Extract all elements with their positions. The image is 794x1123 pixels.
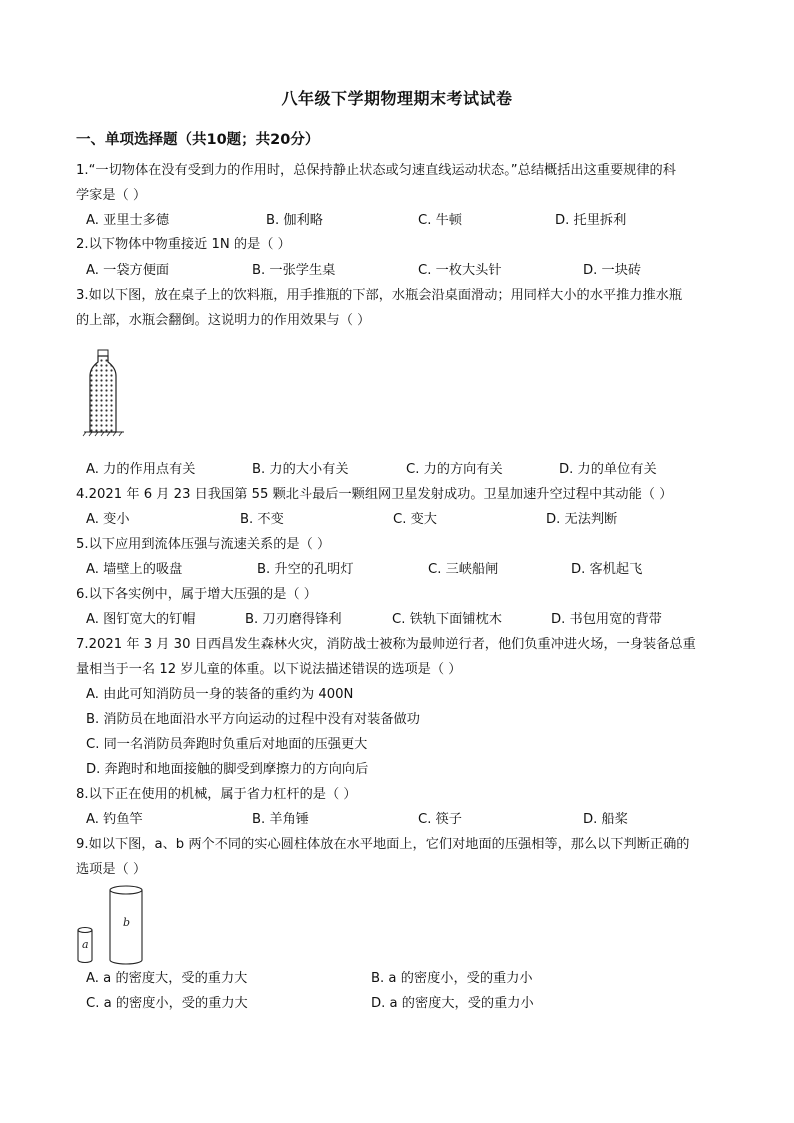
q2-option-c: C. 一枚大头针 bbox=[418, 263, 502, 278]
bottle-figure bbox=[84, 348, 128, 440]
section-heading: 一、单项选择题（共10题；共20分） bbox=[76, 132, 320, 148]
q9-option-c: C. a 的密度小，受的重力大 bbox=[86, 996, 248, 1011]
question-3-line-2: 的上部，水瓶会翻倒。这说明力的作用效果与（ ） bbox=[76, 313, 371, 328]
question-6-line-1: 6.以下各实例中，属于增大压强的是（ ） bbox=[76, 587, 317, 602]
question-5-line-1: 5.以下应用到流体压强与流速关系的是（ ） bbox=[76, 537, 331, 552]
q9-option-b: B. a 的密度小，受的重力小 bbox=[371, 971, 533, 986]
question-3-line-1: 3.如以下图，放在桌子上的饮料瓶，用手推瓶的下部，水瓶会沿桌面滑动；用同样大小的水平推力推水瓶 bbox=[76, 288, 683, 303]
q7-option-c: C. 同一名消防员奔跑时负重后对地面的压强更大 bbox=[86, 737, 368, 752]
q2-option-b: B. 一张学生桌 bbox=[252, 263, 336, 278]
q8-option-b: B. 羊角锤 bbox=[252, 812, 309, 827]
q4-option-a: A. 变小 bbox=[86, 512, 130, 527]
question-1-line-2: 学家是（ ） bbox=[76, 188, 147, 203]
q5-option-d: D. 客机起飞 bbox=[571, 562, 643, 577]
q1-option-c: C. 牛顿 bbox=[418, 213, 462, 228]
q2-option-d: D. 一块砖 bbox=[583, 263, 642, 278]
cylinders-figure bbox=[74, 880, 164, 964]
q7-option-d: D. 奔跑时和地面接触的脚受到摩擦力的方向向后 bbox=[86, 762, 369, 777]
q3-option-d: D. 力的单位有关 bbox=[559, 462, 657, 477]
q1-option-b: B. 伽利略 bbox=[266, 213, 323, 228]
question-8-line-1: 8.以下正在使用的机械，属于省力杠杆的是（ ） bbox=[76, 787, 357, 802]
cylinder-b-label: b bbox=[123, 916, 131, 929]
q4-option-d: D. 无法判断 bbox=[546, 512, 618, 527]
cylinder-a-label: a bbox=[82, 938, 89, 951]
q9-option-a: A. a 的密度大，受的重力大 bbox=[86, 971, 248, 986]
q3-option-a: A. 力的作用点有关 bbox=[86, 462, 196, 477]
q6-option-a: A. 图钉宽大的钉帽 bbox=[86, 612, 196, 627]
question-2-line-1: 2.以下物体中物重接近 1N 的是（ ） bbox=[76, 237, 291, 252]
q5-option-c: C. 三峡船闸 bbox=[428, 562, 499, 577]
page-title: 八年级下学期物理期末考试试卷 bbox=[281, 89, 513, 108]
question-9-line-2: 选项是（ ） bbox=[76, 862, 147, 877]
q3-option-c: C. 力的方向有关 bbox=[406, 462, 503, 477]
q1-option-a: A. 亚里士多德 bbox=[86, 213, 170, 228]
q8-option-c: C. 筷子 bbox=[418, 812, 462, 827]
q4-option-c: C. 变大 bbox=[393, 512, 437, 527]
q3-option-b: B. 力的大小有关 bbox=[252, 462, 349, 477]
question-7-line-2: 量相当于一名 12 岁儿童的体重。以下说法描述错误的选项是（ ） bbox=[76, 662, 462, 677]
q6-option-c: C. 铁轨下面铺枕木 bbox=[392, 612, 502, 627]
q2-option-a: A. 一袋方便面 bbox=[86, 263, 170, 278]
q9-option-d: D. a 的密度大，受的重力小 bbox=[371, 996, 534, 1011]
q6-option-b: B. 刀刃磨得锋利 bbox=[245, 612, 342, 627]
q5-option-b: B. 升空的孔明灯 bbox=[257, 562, 354, 577]
q8-option-d: D. 船桨 bbox=[583, 812, 628, 827]
question-1-line-1: 1.“一切物体在没有受到力的作用时，总保持静止状态或匀速直线运动状态。”总结概括出这重要规律的科 bbox=[76, 163, 676, 178]
q1-option-d: D. 托里拆利 bbox=[555, 213, 627, 228]
question-9-line-1: 9.如以下图，a、b 两个不同的实心圆柱体放在水平地面上，它们对地面的压强相等，那么以下判断正确的 bbox=[76, 837, 690, 852]
question-4-line-1: 4.2021 年 6 月 23 日我国第 55 颗北斗最后一颗组网卫星发射成功。卫星加速升空过程中其动能（ ） bbox=[76, 487, 673, 502]
q7-option-b: B. 消防员在地面沿水平方向运动的过程中没有对装备做功 bbox=[86, 712, 420, 727]
q8-option-a: A. 钓鱼竿 bbox=[86, 812, 143, 827]
q5-option-a: A. 墙壁上的吸盘 bbox=[86, 562, 183, 577]
q4-option-b: B. 不变 bbox=[240, 512, 284, 527]
q6-option-d: D. 书包用宽的背带 bbox=[551, 612, 662, 627]
q7-option-a: A. 由此可知消防员一身的装备的重约为 400N bbox=[86, 687, 354, 702]
question-7-line-1: 7.2021 年 3 月 30 日西昌发生森林火灾，消防战士被称为最帅逆行者，他们负重冲进火场，一身装备总重 bbox=[76, 637, 696, 652]
